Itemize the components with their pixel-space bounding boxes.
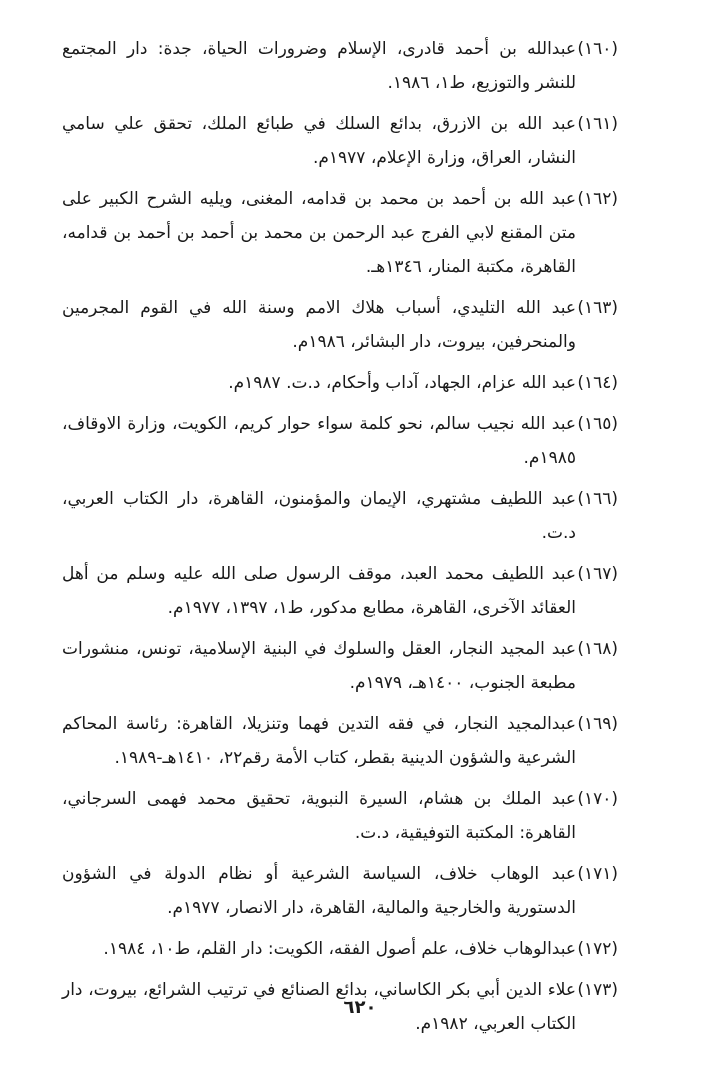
entry-number: (١٦٤) xyxy=(577,373,618,393)
bibliography-entry-167 xyxy=(62,557,618,625)
entry-number: (١٦٥) xyxy=(577,414,618,434)
entry-number: (١٦٩) xyxy=(577,714,618,734)
entry-number: (١٦٢) xyxy=(577,189,618,209)
bibliography-entry-164 xyxy=(62,366,618,400)
bibliography-entry-163 xyxy=(62,291,618,359)
bibliography-entry-161 xyxy=(62,107,618,175)
entry-text: عبد الله نجيب سالم، نحو كلمة سواء حوار كريم، الكويت، وزارة الاوقاف، ١٩٨٥م. xyxy=(62,414,576,468)
entry-number: (١٦٨) xyxy=(577,639,618,659)
entry-text: عبدالمجيد النجار، في فقه التدين فهما وتنزيلا، القاهرة: رئاسة المحاكم الشرعية والشؤون الدينية بقطر، كتاب الأمة رقم٢٢، ١٤١٠هـ-١٩٨٩. xyxy=(62,714,576,768)
page-number: ٦٢٠ xyxy=(343,997,377,1018)
bibliography-entry-172 xyxy=(62,932,618,966)
bibliography-entry-170 xyxy=(62,782,618,850)
entry-number: (١٧٢) xyxy=(577,939,618,959)
entry-text: عبد الملك بن هشام، السيرة النبوية، تحقيق محمد فهمى السرجاني، القاهرة: المكتبة التوفيقية، د.ت. xyxy=(62,789,576,843)
bibliography-entry-168 xyxy=(62,632,618,700)
bibliography-entry-171 xyxy=(62,857,618,925)
bibliography-page xyxy=(62,32,618,1048)
entry-text: عبد الله بن أحمد بن محمد بن قدامه، المغنى، ويليه الشرح الكبير على متن المقنع لابي الفرج عبد الرحمن بن محمد بن أحمد بن أحمد بن قدامه، القاهرة، مكتبة المنار، ١٣٤٦هـ. xyxy=(62,189,576,277)
entry-text: عبد الوهاب خلاف، السياسة الشرعية أو نظام الدولة في الشؤون الدستورية والخارجية والمالية، القاهرة، دار الانصار، ١٩٧٧م. xyxy=(62,864,576,918)
bibliography-entry-166 xyxy=(62,482,618,550)
bibliography-entry-160 xyxy=(62,32,618,100)
entry-text: عبدالوهاب خلاف، علم أصول الفقه، الكويت: دار القلم، ط١٠، ١٩٨٤. xyxy=(103,939,576,959)
entry-text: علاء الدين أبي بكر الكاساني، بدائع الصنائع في ترتيب الشرائع، بيروت، دار الكتاب العربي، ١٩٨٢م. xyxy=(62,980,576,1034)
entry-text: عبد اللطيف مشتهري، الإيمان والمؤمنون، القاهرة، دار الكتاب العربي، د.ت. xyxy=(62,489,576,543)
entry-number: (١٦٧) xyxy=(577,564,618,584)
entry-number: (١٦٦) xyxy=(577,489,618,509)
entry-text: عبد الله عزام، الجهاد، آداب وأحكام، د.ت. ١٩٨٧م. xyxy=(228,373,576,393)
entry-text: عبد المجيد النجار، العقل والسلوك في البنية الإسلامية، تونس، منشورات مطبعة الجنوب، ١٤٠٠هـ، ١٩٧٩م. xyxy=(62,639,576,693)
entry-text: عبدالله بن أحمد قادرى، الإسلام وضرورات الحياة، جدة: دار المجتمع للنشر والتوزيع، ط١، ١٩٨٦. xyxy=(62,39,576,93)
entry-text: عبد الله التليدي، أسباب هلاك الامم وسنة الله في القوم المجرمين والمنحرفين، بيروت، دار البشائر، ١٩٨٦م. xyxy=(62,298,576,352)
bibliography-entry-162 xyxy=(62,182,618,284)
entry-number: (١٧٣) xyxy=(577,980,618,1000)
bibliography-entry-169 xyxy=(62,707,618,775)
entry-number: (١٦١) xyxy=(577,114,618,134)
bibliography-entry-165 xyxy=(62,407,618,475)
entry-number: (١٦٣) xyxy=(577,298,618,318)
entry-number: (١٧٠) xyxy=(577,789,618,809)
entry-number: (١٦٠) xyxy=(577,39,618,59)
entry-text: عبد اللطيف محمد العبد، موقف الرسول صلى الله عليه وسلم من أهل العقائد الآخرى، القاهرة، مطابع مدكور، ط١، ١٣٩٧، ١٩٧٧م. xyxy=(62,564,576,618)
entry-number: (١٧١) xyxy=(577,864,618,884)
entry-text: عبد الله بن الازرق، بدائع السلك في طبائع الملك، تحقق علي سامي النشار، العراق، وزارة الإعلام، ١٩٧٧م. xyxy=(62,114,576,168)
